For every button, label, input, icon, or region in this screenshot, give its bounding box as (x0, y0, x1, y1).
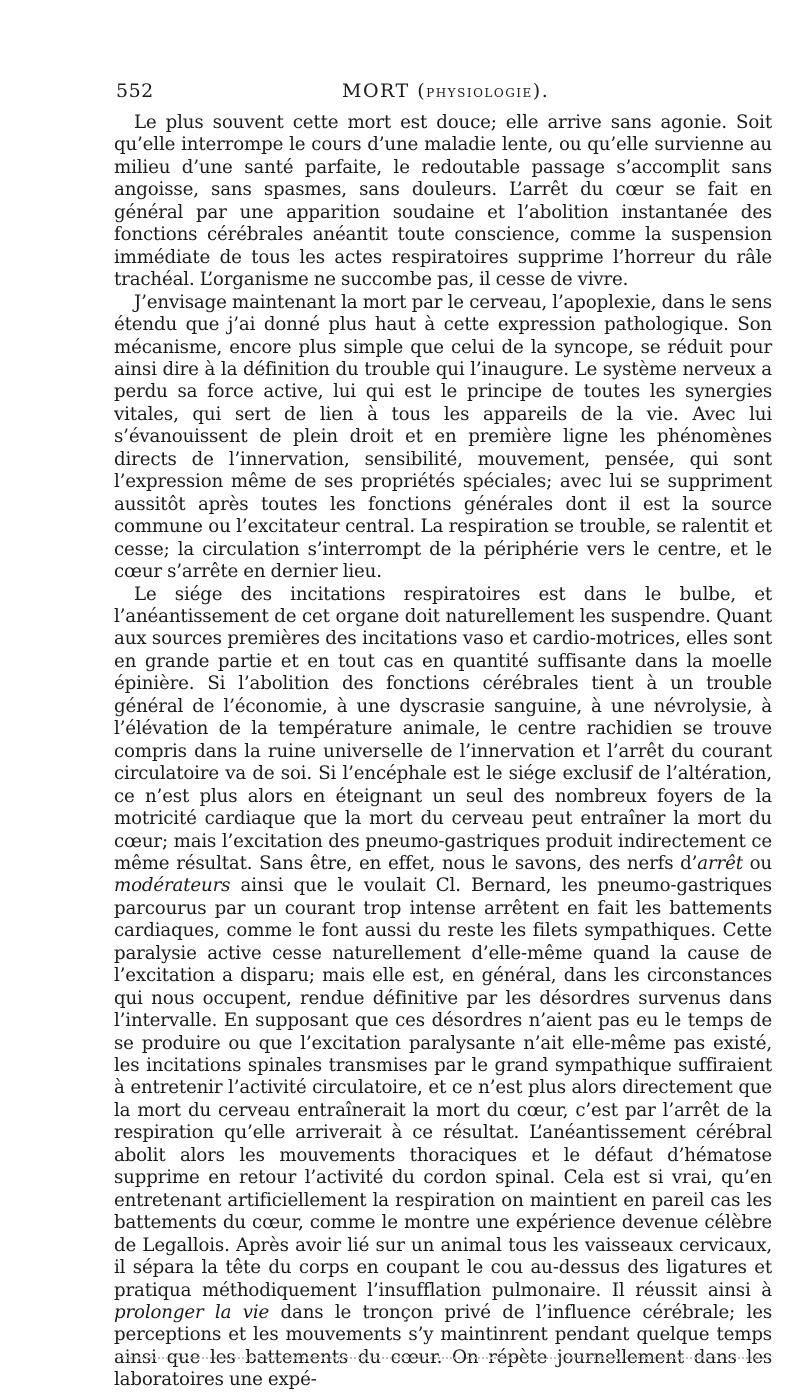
running-title-main: MORT ( (342, 80, 427, 102)
paragraph-apoplexie (114, 292, 772, 584)
paragraph-text: Le siége des incitations respiratoires est dans le bulbe, et l’anéantissement de cet organe doit naturellement les suspendre. Quant aux sources premières des incitations vaso et cardio-motrices, elles sont en grande partie et en tout cas en quantité suffisante dans la moelle épinière. Si l’abolition des fonctions cérébrales tient à un trouble général de l’économie, à une dyscrasie sanguine, à une névrolysie, à l’élévation de la température animale, le centre rachidien se trouve compris dans la ruine universelle de l’innervation et l’arrêt du courant circulatoire va de soi. Si l’encéphale est le siége exclusif de l’altération, ce n’est plus alors en éteignant un seul des nombreux foyers de la motricité cardiaque que la mort du cerveau peut entraîner la mort du cœur; mais l’excitation des pneumo-gastriques produit indirectement ce même résultat. Sans être, en effet, nous le savons, des nerfs d’ (114, 583, 772, 874)
paragraph-incitations (114, 584, 772, 1392)
paragraph-text: J’envisage maintenant la mort par le cerveau, l’apoplexie, dans le sens étendu que j’ai donné plus haut à cette expression pathologique. Son mécanisme, encore plus simple que celui de la syncope, se réduit pour ainsi dire à la définition du trouble qui l’inaugure. Le système nerveux a perdu sa force active, lui qui est le principe de toutes les synergies vitales, qui sert de lien à tous les appareils de la vie. Avec lui s’évanouissent de plein droit et en première ligne les phénomènes directs de l’innervation, sensibilité, mouvement, pensée, qui sont l’expression même de ses propriétés spéciales; avec lui se suppriment aussitôt après toutes les fonctions générales dont il est la source commune ou l’excitateur central. La respiration se trouble, se ralentit et cesse; la circulation s’interrompt de la périphérie vers le centre, et le cœur s’arrête en dernier lieu. (114, 291, 772, 583)
italic-term-prolonger-la-vie: prolonger la vie (114, 1302, 270, 1324)
paragraph-syncope-conclusion (114, 112, 772, 292)
paragraph-text: ou (742, 852, 772, 874)
page-header (116, 80, 776, 110)
italic-term-moderateurs: modérateurs (114, 875, 231, 897)
paragraph-text: dans le tronçon privé de l’influence cérébrale; les perceptions et les mouvements s’y maintinrent pendant quelque temps ainsi que les battements du cœur. On répète journellement dans les laboratoires une expé- (114, 1302, 773, 1391)
page-number: 552 (116, 80, 154, 102)
paragraph-text: ainsi que le voulait Cl. Bernard, les pneumo-gastriques parcourus par un courant trop intense arrêtent en fait les battements cardiaques, comme le font aussi du reste les filets sympathiques. Cette paralysie active cesse naturellement d’elle-même quand la cause de l’excitation a disparu; mais elle est, en général, dans les circonstances qui nous occupent, rendue définitive par les désordres survenus dans l’intervalle. En supposant que ces désordres n’aient pas eu le temps de se produire ou que l’excitation paralysante n’ait elle-même pas existé, les incitations spinales transmises par le grand sympathique suffiraient à entretenir l’activité circulatoire, et ce n’est plus alors directement que la mort du cerveau entraînerait la mort du cœur, c’est par l’arrêt de la respiration qu’elle arriverait à ce résultat. L’anéantissement cérébral abolit alors les mouvements thoraciques et le défaut d’hématose supprime en retour l’activité du cordon spinal. Cela est si vrai, qu’en entretenant artificiellement la respiration on maintient en pareil cas les battements du cœur, comme le montre une expérience devenue célèbre de Legallois. Après avoir lié sur un animal tous les vaisseaux cervicaux, il sépara la tête du corps en coupant le cou au-dessus des ligatures et pratiqua méthodiquement l’insufflation pulmonaire. Il réussit ainsi à (114, 875, 772, 1301)
body-text (114, 112, 772, 1392)
running-title-end: ). (532, 80, 550, 102)
running-title (342, 80, 549, 102)
paragraph-text: Le plus souvent cette mort est douce; elle arrive sans agonie. Soit qu’elle interrompe le cours d’une maladie lente, ou qu’elle survienne au milieu d’une santé parfaite, le redoutable passage s’accomplit sans angoisse, sans spasmes, sans douleurs. L’arrêt du cœur se fait en général par une apparition soudaine et l’abolition instantanée des fonctions cérébrales anéantit toute conscience, comme la suspension immédiate de tous les actes respiratoires supprime l’horreur du râle trachéal. L’organisme ne succombe pas, il cesse de vivre. (114, 112, 772, 291)
italic-term-arret: arrêt (697, 852, 743, 874)
footer-dotted-rule (118, 1357, 768, 1359)
running-title-subject: PHYSIOLOGIE (426, 86, 533, 100)
